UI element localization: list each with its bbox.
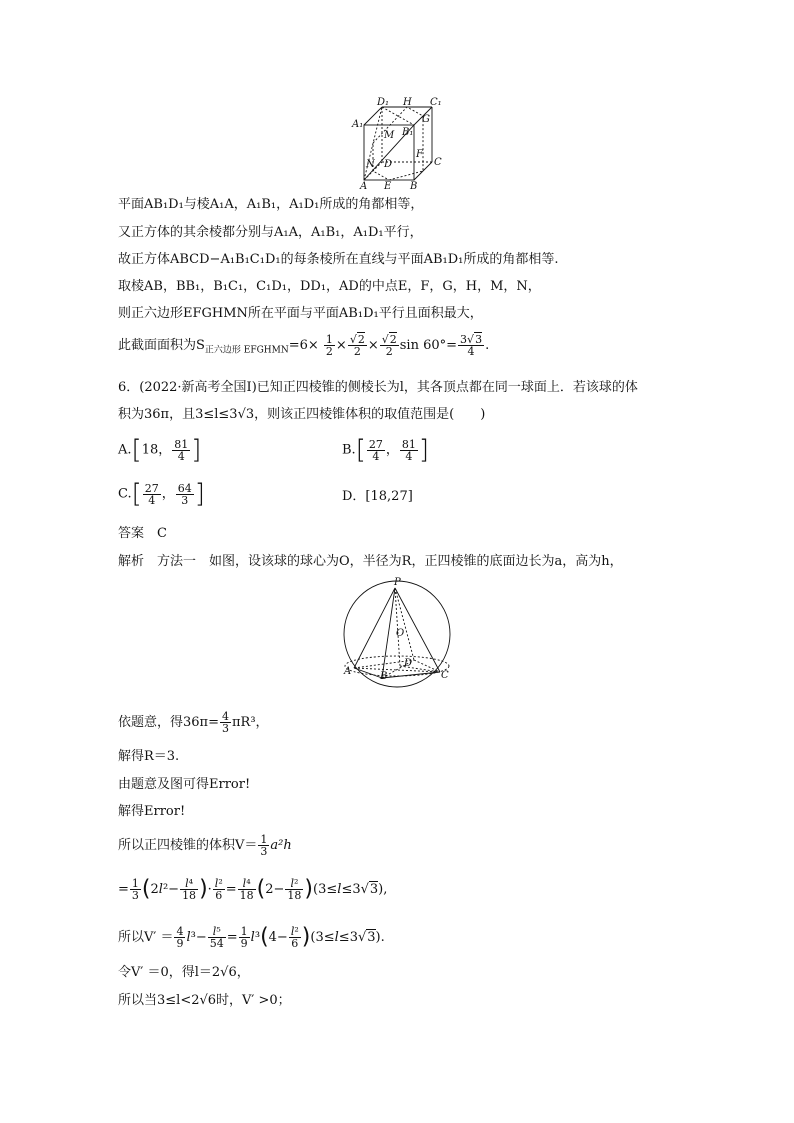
step-3: 由题意及图可得Error! bbox=[118, 777, 251, 792]
step-4: 解得Error! bbox=[118, 804, 186, 819]
label-O: O bbox=[396, 628, 405, 639]
option-d: D．[18,27] bbox=[342, 489, 413, 504]
label-H: H bbox=[403, 97, 412, 108]
label-D2: D bbox=[404, 658, 413, 669]
cube-figure bbox=[350, 95, 450, 190]
step-9: 所以当3≤l<2√6时，V′ >0； bbox=[118, 993, 291, 1008]
area-formula: 此截面面积为$S_{正六边形 EFGHMN}=6\times$ $\frac{1}{2}$ × $\frac{√2}{2}$ × $\frac{√2}{2}$ sin 60°= $\frac{3√3}{4}$ . bbox=[118, 333, 490, 358]
step-8: 令V′ ＝0，得l＝2√6， bbox=[118, 965, 250, 980]
option-c: C.[ $\frac{27}{4}$ ， $\frac{64}{3}$ ] bbox=[118, 479, 205, 509]
label-A2: A bbox=[344, 666, 352, 677]
sphere-pyramid-figure bbox=[338, 574, 458, 694]
answer: 答案 C bbox=[118, 526, 167, 541]
step-1: 依题意，得36π= $\frac{4}{3}$ πR³， bbox=[118, 710, 269, 735]
label-B: B bbox=[410, 181, 418, 190]
label-F: F bbox=[416, 149, 423, 160]
label-C1: C₁ bbox=[430, 97, 442, 108]
label-G: G bbox=[422, 114, 430, 125]
text-line-5: 则正六边形EFGHMN所在平面与平面AB₁D₁平行且面积最大， bbox=[118, 306, 483, 321]
option-a: A.[18， $\frac{81}{4}$ ] bbox=[118, 435, 202, 465]
step-2: 解得R＝3. bbox=[118, 749, 180, 764]
label-N: N bbox=[366, 159, 375, 170]
step-5: 所以正四棱锥的体积V＝ $\frac{1}{3}$ a²h bbox=[118, 833, 292, 858]
label-B2: B bbox=[380, 671, 388, 682]
label-P: P bbox=[394, 577, 401, 588]
label-D1: D₁ bbox=[377, 97, 390, 108]
label-D: D bbox=[384, 159, 393, 170]
label-E: E bbox=[384, 181, 392, 190]
text-line-1: 平面AB₁D₁与棱A₁A，A₁B₁，A₁D₁所成的角都相等， bbox=[118, 197, 424, 212]
label-B1: B₁ bbox=[402, 127, 414, 138]
label-A: A bbox=[360, 181, 368, 190]
step-6: = $\frac{1}{3}$ (2l²− $\frac{\text{l⁴}}{18}$ )· $\frac{\text{l²}}{6}$ = $\frac{\text{l⁴}}{18}$ (2− $\frac{\text{l²}}{18}$ )(3≤l≤3√3), bbox=[118, 876, 388, 902]
label-C2: C bbox=[441, 670, 449, 681]
step-7: 所以V′ ＝ $\frac{4}{9}$ l³− $\frac{\text{l⁵}}{54}$ = $\frac{1}{9}$ l³(4− $\frac{\text{l²}}{6}$ )(3≤l≤3√3). bbox=[118, 924, 385, 950]
analysis-intro: 解析 方法一 如图，设该球的球心为O，半径为R，正四棱锥的底面边长为a，高为h， bbox=[118, 554, 623, 569]
label-M: M bbox=[384, 130, 395, 141]
question-6-line-1: 6．(2022·新高考全国Ⅰ)已知正四棱锥的侧棱长为l，其各顶点都在同一球面上．若该球的体 bbox=[118, 380, 638, 395]
text-line-3: 故正方体ABCD−A₁B₁C₁D₁的每条棱所在直线与平面AB₁D₁所成的角都相等. bbox=[118, 252, 559, 267]
label-C: C bbox=[434, 157, 442, 168]
text-line-2: 又正方体的其余棱都分别与A₁A，A₁B₁，A₁D₁平行， bbox=[118, 225, 423, 240]
option-b: B.[ $\frac{27}{4}$ ， $\frac{81}{4}$ ] bbox=[342, 435, 430, 465]
question-6-line-2: 积为36π，且3≤l≤3√3，则该正四棱锥体积的取值范围是( ) bbox=[118, 407, 486, 422]
text-line-4: 取棱AB，BB₁，B₁C₁，C₁D₁，DD₁，AD的中点E，F，G，H，M，N， bbox=[118, 279, 541, 294]
label-A1: A₁ bbox=[352, 119, 364, 130]
